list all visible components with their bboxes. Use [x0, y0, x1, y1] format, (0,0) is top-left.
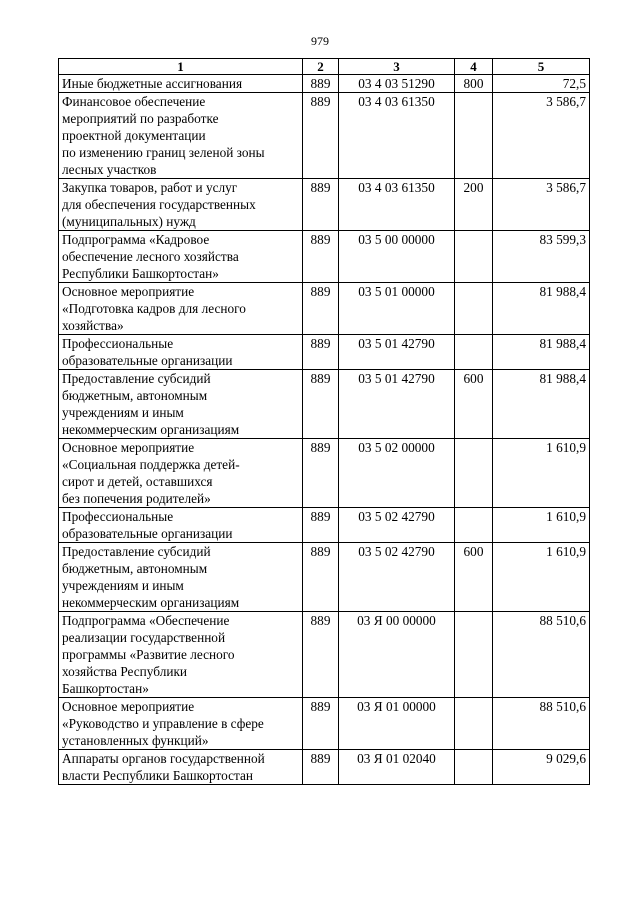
cell-gr: 889 [303, 508, 339, 543]
cell-amount: 1 610,9 [493, 543, 590, 612]
table-row [59, 750, 590, 785]
cell-amount: 3 586,7 [493, 93, 590, 179]
cell-vr: 600 [455, 370, 493, 439]
cell-gr: 889 [303, 698, 339, 750]
cell-vr [455, 508, 493, 543]
table-row [59, 335, 590, 370]
cell-name: Предоставление субсидий бюджетным, автономным учреждениям и иным некоммерческим организациям [59, 543, 303, 612]
cell-name: Аппараты органов государственной власти Республики Башкортостан [59, 750, 303, 785]
cell-csr: 03 5 02 00000 [339, 439, 455, 508]
cell-gr: 889 [303, 335, 339, 370]
table-row [59, 543, 590, 612]
cell-name: Подпрограмма «Кадровое обеспечение лесного хозяйства Республики Башкортостан» [59, 231, 303, 283]
header-col-5: 5 [493, 59, 590, 75]
header-row [59, 59, 590, 75]
table-row [59, 439, 590, 508]
cell-vr [455, 612, 493, 698]
table-row [59, 231, 590, 283]
table-row [59, 612, 590, 698]
header-col-2: 2 [303, 59, 339, 75]
cell-amount: 88 510,6 [493, 698, 590, 750]
cell-gr: 889 [303, 750, 339, 785]
cell-amount: 81 988,4 [493, 335, 590, 370]
cell-vr [455, 231, 493, 283]
cell-gr: 889 [303, 75, 339, 93]
cell-csr: 03 Я 01 02040 [339, 750, 455, 785]
cell-csr: 03 Я 01 00000 [339, 698, 455, 750]
cell-name: Основное мероприятие «Подготовка кадров для лесного хозяйства» [59, 283, 303, 335]
cell-csr: 03 5 00 00000 [339, 231, 455, 283]
cell-amount: 72,5 [493, 75, 590, 93]
cell-csr: 03 5 01 42790 [339, 370, 455, 439]
cell-amount: 81 988,4 [493, 283, 590, 335]
cell-csr: 03 4 03 61350 [339, 179, 455, 231]
cell-amount: 9 029,6 [493, 750, 590, 785]
cell-gr: 889 [303, 612, 339, 698]
cell-amount: 1 610,9 [493, 439, 590, 508]
cell-csr: 03 5 02 42790 [339, 508, 455, 543]
cell-vr [455, 93, 493, 179]
table-row [59, 283, 590, 335]
cell-vr [455, 439, 493, 508]
table-row [59, 179, 590, 231]
cell-amount: 3 586,7 [493, 179, 590, 231]
table-row [59, 93, 590, 179]
cell-vr: 800 [455, 75, 493, 93]
cell-gr: 889 [303, 179, 339, 231]
table-row [59, 75, 590, 93]
cell-gr: 889 [303, 93, 339, 179]
page-number: 979 [311, 34, 329, 48]
cell-vr: 200 [455, 179, 493, 231]
cell-amount: 81 988,4 [493, 370, 590, 439]
cell-name: Предоставление субсидий бюджетным, автономным учреждениям и иным некоммерческим организациям [59, 370, 303, 439]
cell-amount: 83 599,3 [493, 231, 590, 283]
cell-name: Основное мероприятие «Руководство и управление в сфере установленных функций» [59, 698, 303, 750]
cell-name: Профессиональные образовательные организации [59, 508, 303, 543]
cell-gr: 889 [303, 439, 339, 508]
budget-table [58, 58, 590, 785]
header-col-4: 4 [455, 59, 493, 75]
cell-name: Основное мероприятие «Социальная поддержка детей- сирот и детей, оставшихся без попечения родителей» [59, 439, 303, 508]
cell-amount: 88 510,6 [493, 612, 590, 698]
cell-name: Финансовое обеспечение мероприятий по разработке проектной документации по изменению границ зеленой зоны лесных участков [59, 93, 303, 179]
table-row [59, 370, 590, 439]
cell-csr: 03 5 02 42790 [339, 543, 455, 612]
cell-name: Иные бюджетные ассигнования [59, 75, 303, 93]
table-row [59, 698, 590, 750]
cell-vr [455, 750, 493, 785]
header-col-3: 3 [339, 59, 455, 75]
cell-csr: 03 4 03 51290 [339, 75, 455, 93]
cell-name: Профессиональные образовательные организации [59, 335, 303, 370]
table-row [59, 508, 590, 543]
cell-gr: 889 [303, 370, 339, 439]
cell-csr: 03 Я 00 00000 [339, 612, 455, 698]
cell-csr: 03 5 01 42790 [339, 335, 455, 370]
cell-vr [455, 283, 493, 335]
cell-gr: 889 [303, 283, 339, 335]
cell-vr: 600 [455, 543, 493, 612]
cell-vr [455, 335, 493, 370]
cell-name: Подпрограмма «Обеспечение реализации государственной программы «Развитие лесного хозяйства Республики Башкортостан» [59, 612, 303, 698]
cell-csr: 03 4 03 61350 [339, 93, 455, 179]
cell-amount: 1 610,9 [493, 508, 590, 543]
cell-csr: 03 5 01 00000 [339, 283, 455, 335]
header-col-1: 1 [59, 59, 303, 75]
cell-name: Закупка товаров, работ и услуг для обеспечения государственных (муниципальных) нужд [59, 179, 303, 231]
cell-gr: 889 [303, 231, 339, 283]
cell-vr [455, 698, 493, 750]
cell-gr: 889 [303, 543, 339, 612]
